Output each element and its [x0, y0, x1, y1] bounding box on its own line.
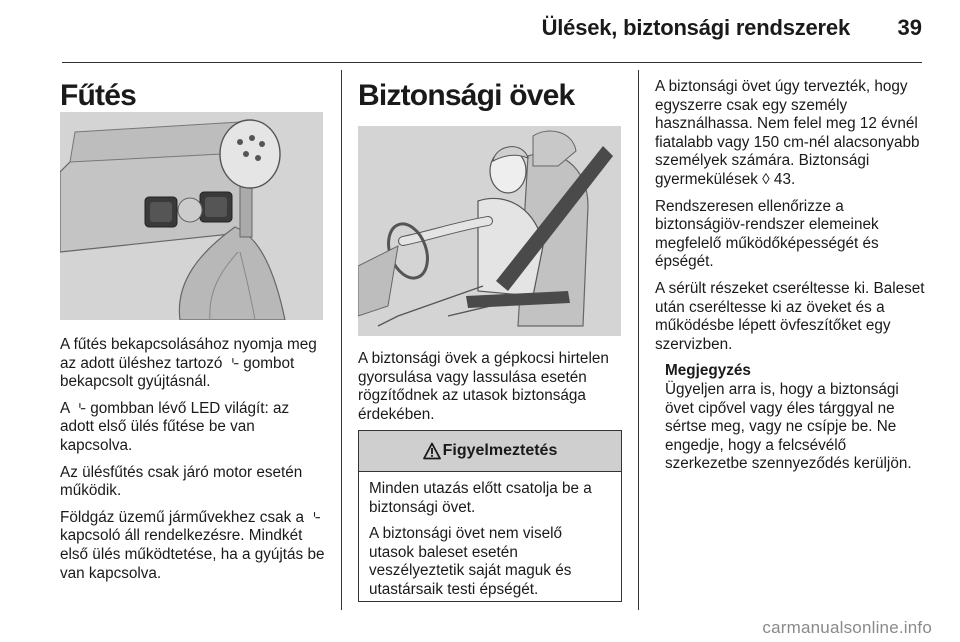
paragraph: A biztonsági övek a gépkocsi hirtelen gyorsulása vagy lassulása esetén rögzítődnek az utasok biztonsága érdekében. — [358, 350, 609, 423]
gear-console-image — [60, 112, 323, 320]
seatbelt-intro-text — [358, 350, 624, 432]
column-heating — [60, 70, 325, 114]
note-text: Ügyeljen arra is, hogy a biztonsági övet cipővel vagy éles tárggyal ne sértse meg, vagy ne csípje be. Ne engedje, hogy a felcsévélő szerkezetbe szennyeződés kerüljön. — [665, 380, 912, 473]
paragraph: A biztonsági övet nem viselő utasok baleset esetén veszélyeztetik saját maguk és utastársaik testi épségét. — [369, 525, 572, 598]
paragraph: A ⌎ gombban lévő LED világít: az adott első ülés fűtése be van kapcsolva. — [60, 399, 290, 454]
seat-heating-illustration — [60, 112, 323, 320]
column-seatbelt-info — [655, 70, 925, 482]
paragraph: Rendszeresen ellenőrizze a biztonságiöv-rendszer elemeinek megfelelő működőképességét és épségét. — [655, 197, 879, 271]
column-divider — [638, 70, 639, 610]
seatbelt-illustration — [358, 126, 621, 336]
section-heading-heating: Fűtés — [60, 79, 137, 112]
paragraph: A fűtés bekapcsolásához nyomja meg az adott üléshez tartozó ⌎ gombot bekapcsolt gyújtásnál. — [60, 336, 317, 391]
section-heading-seatbelts: Biztonsági övek — [358, 79, 575, 112]
watermark: carmanualsonline.info — [762, 618, 932, 637]
column-seatbelts — [358, 70, 624, 114]
warning-box — [358, 430, 622, 602]
paragraph: Az ülésfűtés csak járó motor esetén működik. — [60, 463, 303, 500]
column-divider — [341, 70, 342, 610]
page-number: 39 — [897, 15, 922, 40]
paragraph: Földgáz üzemű járművekhez csak a ⌎ kapcsoló áll rendelkezésre. Mindkét első ülés működtetése, ha a gyújtás be van kapcsolva. — [60, 508, 325, 582]
warning-body — [359, 472, 621, 600]
paragraph: Minden utazás előtt csatolja be a biztonsági övet. — [369, 480, 592, 516]
warning-header — [359, 431, 621, 472]
paragraph: A sérült részeket cseréltesse ki. Baleset után cseréltesse ki az öveket és a működésbe lépett övfeszítőket egy szervizben. — [655, 279, 925, 353]
paragraph: A biztonsági övet úgy tervezték, hogy egyszerre csak egy személy használhassa. Nem felel meg 12 évnél fiatalabb vagy 150 cm-nél alacsonyabb személyek számára. Biztonsági gyermekülések ◊ 43. — [655, 78, 920, 188]
page-header-title: Ülések, biztonsági rendszerek — [541, 15, 850, 40]
warning-title: Figyelmeztetés — [442, 442, 558, 459]
heating-text — [60, 336, 325, 591]
warning-triangle-icon — [423, 442, 441, 460]
header-rule — [62, 62, 922, 63]
note-block — [665, 362, 925, 474]
note-title: Megjegyzés — [665, 362, 751, 380]
driver-seatbelt-image — [358, 126, 621, 336]
